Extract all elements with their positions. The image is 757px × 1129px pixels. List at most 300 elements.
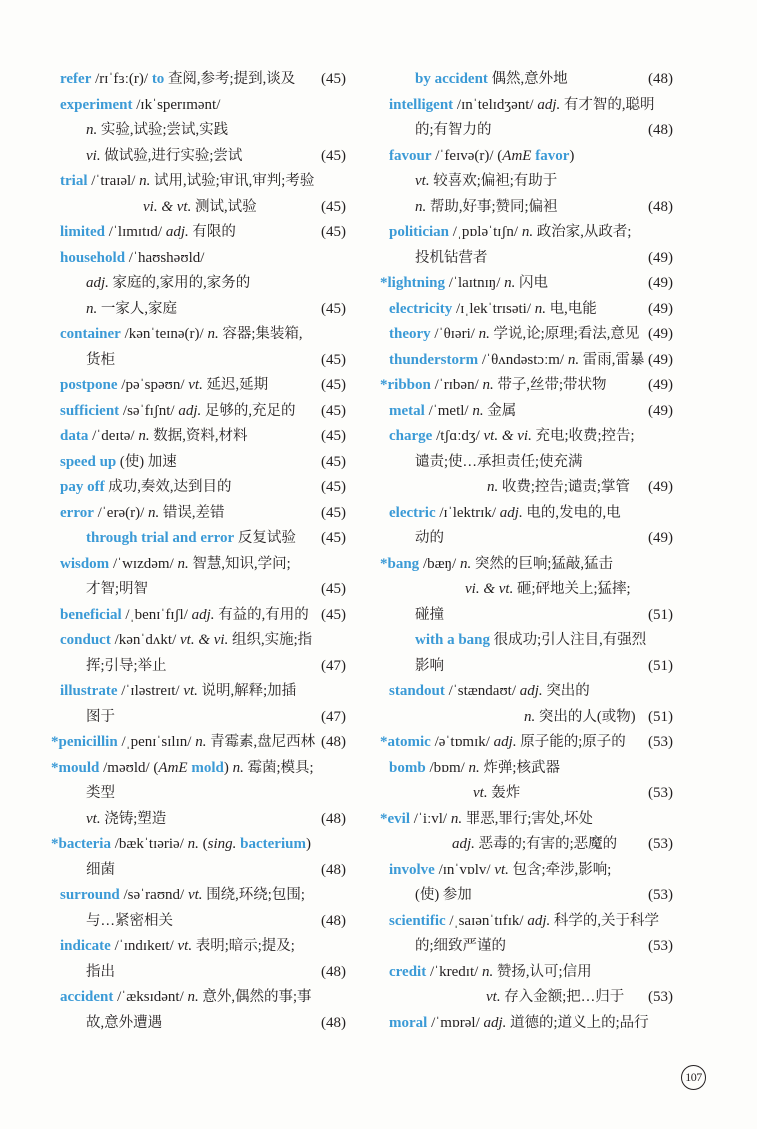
line-text (86, 349, 115, 371)
phonetic: /bæŋ/ (419, 555, 460, 572)
unit-page-reference: (45) (319, 68, 346, 90)
phonetic: /ˈhaʊshəʊld/ (125, 249, 205, 266)
unit-page-reference: (51) (646, 706, 673, 728)
headword: involve (389, 861, 435, 878)
headword: beneficial (60, 606, 122, 623)
unit-page-reference: (48) (319, 1012, 346, 1034)
unit-page-reference: (45) (319, 349, 346, 371)
entry-continuation-line (60, 145, 346, 167)
definition: 一家人,家庭 (97, 300, 177, 317)
part-of-speech: n. (187, 836, 199, 852)
definition: 充电;收费;控告; (531, 428, 635, 444)
part-of-speech: adj. (537, 96, 561, 113)
phonetic: /səˈraʊnd/ (119, 887, 188, 903)
unit-page-reference: (45) (319, 425, 346, 447)
unit-page-reference: (48) (319, 808, 346, 830)
definition: 有才智的,聪明 (560, 96, 655, 113)
entry-line (60, 221, 346, 243)
unit-page-reference: (48) (646, 68, 673, 90)
part-of-speech: AmE (158, 759, 188, 776)
part-of-speech: adj. (178, 402, 202, 419)
part-of-speech: n. (177, 555, 189, 572)
unit-page-reference: (48) (319, 731, 346, 753)
entry-continuation-line (389, 884, 673, 906)
definition: 突然的巨响;猛敲,猛击 (471, 555, 613, 572)
phonetic: /kənˈdʌkt/ (110, 632, 180, 648)
entry-continuation-line (60, 272, 346, 294)
phonetic: /ˈwɪzdəm/ (109, 555, 178, 572)
unit-page-reference: (45) (319, 451, 346, 473)
headword: *penicillin (51, 734, 118, 750)
definition: 带子,丝带;带状物 (493, 377, 607, 393)
headword: credit (389, 963, 427, 980)
line-text (389, 298, 597, 320)
entry-continuation-line (389, 476, 673, 498)
part-of-speech: n. (482, 377, 494, 393)
part-of-speech: vt. (177, 938, 193, 954)
phonetic: /ˌbenɪˈfɪʃl/ (121, 606, 192, 623)
definition: 帮助,好事;赞同;偏袒 (426, 198, 558, 215)
definition: 成功,奏效,达到目的 (104, 479, 232, 495)
phonetic: /kənˈteɪnə(r)/ (120, 326, 208, 342)
definition: 实验,试验;尝试,实践 (97, 122, 229, 138)
headword: electric (389, 504, 436, 521)
headword: trial (60, 173, 88, 189)
headword: bomb (389, 759, 426, 776)
definition: 投机钻营者 (415, 249, 488, 266)
unit-page-reference: (48) (646, 196, 673, 218)
line-text (415, 119, 492, 141)
entry-continuation-line (389, 986, 673, 1008)
entry-continuation-line (389, 604, 673, 626)
part-of-speech: adj. (483, 1014, 507, 1031)
part-of-speech: vt. (486, 989, 501, 1005)
part-of-speech: n. (478, 326, 490, 342)
part-of-speech: n. (482, 963, 494, 980)
unit-page-reference: (48) (646, 119, 673, 141)
entry-continuation-line (389, 578, 673, 600)
part-of-speech: adj. (191, 606, 215, 623)
definition: 谴责;使…承担责任;使充满 (415, 453, 583, 470)
definition: 炸弹;核武器 (479, 759, 560, 776)
line-text (389, 757, 560, 779)
definition: 组织,实施;指 (228, 632, 313, 648)
definition: 青霉素,盘尼西林 (206, 734, 316, 750)
unit-page-reference: (53) (646, 935, 673, 957)
line-text (389, 1012, 649, 1034)
line-text (389, 910, 659, 932)
entry-line (389, 961, 673, 983)
entry-continuation-line (389, 935, 673, 957)
line-text (51, 731, 315, 753)
phonetic: /ɪnˈtelɪdʒənt/ (453, 96, 538, 113)
definition: 的;细致严谨的 (415, 938, 507, 954)
unit-page-reference: (48) (319, 961, 346, 983)
entry-line (60, 604, 346, 626)
part-of-speech: n. (187, 989, 199, 1005)
definition: 数据,资料,材料 (149, 428, 248, 444)
entry-continuation-line (389, 451, 673, 473)
unit-page-reference: (45) (319, 527, 346, 549)
definition: 砸;砰地关上;猛摔; (513, 581, 631, 597)
part-of-speech: n. (195, 734, 207, 750)
entry-line (60, 247, 346, 269)
line-text (415, 884, 472, 906)
line-text (60, 935, 295, 957)
part-of-speech: vt. & vi. (180, 632, 229, 648)
unit-page-reference: (45) (319, 298, 346, 320)
part-of-speech: vt. & vi. (483, 428, 532, 444)
phonetic: /ˈæksɪdənt/ (113, 989, 188, 1005)
line-text (86, 119, 228, 141)
entry-line (389, 349, 673, 371)
entry-line (60, 451, 346, 473)
headword: *ribbon (380, 377, 431, 393)
entry-continuation-line (60, 859, 346, 881)
unit-page-reference: (51) (646, 655, 673, 677)
entry-line (380, 553, 673, 575)
entry-line (389, 1012, 673, 1034)
definition: 赞扬,认可;信用 (493, 963, 592, 980)
headword: data (60, 428, 89, 444)
line-text (389, 221, 631, 243)
entry-line (51, 757, 346, 779)
entry-line (51, 731, 346, 753)
definition: 影响 (415, 657, 444, 674)
definition: (使) 参加 (415, 887, 472, 903)
line-text (380, 731, 626, 753)
entry-continuation-line (60, 349, 346, 371)
part-of-speech: sing. (207, 836, 237, 852)
line-text (415, 527, 444, 549)
definition: 浇铸;塑造 (100, 810, 167, 827)
headword: experiment (60, 96, 133, 113)
headword: favour (389, 147, 432, 164)
unit-page-reference: (48) (319, 859, 346, 881)
line-text (380, 374, 607, 396)
headword: through trial and error (86, 530, 235, 546)
headword: surround (60, 887, 120, 903)
entry-line (60, 323, 346, 345)
line-text (86, 1012, 162, 1034)
definition: 意外,偶然的事;事 (198, 989, 312, 1005)
line-text (389, 94, 654, 116)
entry-continuation-line (389, 527, 673, 549)
line-text (86, 782, 115, 804)
line-text (86, 910, 173, 932)
phonetic: /məʊld/ ( (99, 759, 159, 776)
entry-line (389, 910, 673, 932)
headword: politician (389, 224, 450, 240)
line-text (86, 298, 177, 320)
line-text (60, 451, 177, 473)
part-of-speech: n. (415, 198, 427, 215)
definition: 闪电 (515, 275, 548, 291)
headword: standout (389, 683, 445, 699)
definition: 查阅,参考;提到,谈及 (164, 71, 296, 87)
definition: 偶然,意外地 (487, 71, 568, 87)
entry-continuation-line (389, 706, 673, 728)
headword: speed up (60, 453, 117, 470)
line-text (60, 323, 302, 345)
phonetic: /rɪˈfɜː(r)/ (91, 71, 152, 87)
definition: 做试验,进行实验;尝试 (100, 147, 243, 164)
line-text (487, 476, 630, 498)
headword: container (60, 326, 121, 342)
part-of-speech: vt. (187, 887, 203, 903)
entry-line (380, 731, 673, 753)
line-text (415, 247, 488, 269)
headword: accident (60, 989, 114, 1005)
line-text (60, 502, 225, 524)
headword: error (60, 504, 94, 521)
line-text (389, 859, 611, 881)
phonetic: /ɪkˈsperɪmənt/ (132, 96, 221, 113)
line-text (60, 94, 220, 116)
line-text (389, 145, 574, 167)
entry-continuation-line (60, 910, 346, 932)
definition: 反复试验 (234, 530, 296, 546)
phonetic: /ɪnˈvɒlv/ (434, 861, 495, 878)
phonetic: /ˈθʌndəstɔːm/ (478, 351, 568, 368)
line-text (465, 578, 631, 600)
definition: 学说,论;原理;看法,意见 (489, 326, 640, 342)
headword: to (151, 71, 165, 87)
line-text (60, 170, 314, 192)
entry-line (60, 680, 346, 702)
definition: 突出的 (542, 683, 590, 699)
unit-page-reference: (45) (319, 400, 346, 422)
headword: conduct (60, 632, 111, 648)
headword: wisdom (60, 555, 110, 572)
phonetic: ) (569, 147, 575, 164)
entry-continuation-line (60, 655, 346, 677)
part-of-speech: n. (459, 555, 472, 572)
headword: illustrate (60, 683, 118, 699)
headword: *lightning (380, 275, 446, 291)
entry-line (60, 170, 346, 192)
entry-line (389, 145, 673, 167)
definition: 较喜欢;偏袒;有助于 (429, 173, 558, 189)
part-of-speech: n. (504, 275, 516, 291)
entry-continuation-line (389, 119, 673, 141)
line-text (473, 782, 520, 804)
headword: moral (389, 1014, 428, 1031)
phonetic: /ˈmɒrəl/ (427, 1014, 484, 1031)
part-of-speech: adj. (527, 912, 551, 929)
entry-line (60, 374, 346, 396)
phonetic: /ˈtraɪəl/ (87, 173, 140, 189)
entry-line (389, 94, 673, 116)
definition: 图于 (86, 708, 115, 725)
unit-page-reference: (49) (646, 476, 673, 498)
unit-page-reference: (45) (319, 374, 346, 396)
headword: charge (389, 428, 433, 444)
definition: 指出 (86, 963, 115, 980)
definition: 道德的;道义上的;品行 (506, 1014, 649, 1031)
phonetic: /əˈtɒmɪk/ (430, 734, 494, 750)
definition: 轰炸 (487, 785, 521, 801)
definition: 家庭的,家用的,家务的 (108, 275, 251, 291)
part-of-speech: adj. (452, 836, 475, 852)
line-text (60, 553, 291, 575)
line-text (86, 706, 115, 728)
line-text (380, 272, 548, 294)
line-text (415, 604, 444, 626)
definition: 动的 (415, 530, 444, 546)
headword: theory (389, 326, 431, 342)
part-of-speech: vi. & vt. (465, 581, 514, 597)
headword: by accident (415, 71, 488, 87)
entry-line (389, 425, 673, 447)
entry-line (380, 272, 673, 294)
definition: 的;有智力的 (415, 122, 492, 138)
line-text (389, 502, 621, 524)
entry-line (389, 757, 673, 779)
line-text (86, 272, 250, 294)
entry-line (60, 476, 346, 498)
line-text (143, 196, 257, 218)
part-of-speech: adj. (86, 275, 109, 291)
entry-line (389, 323, 673, 345)
line-text (389, 680, 590, 702)
definition: 有益的,有用的 (214, 606, 309, 623)
line-text (415, 170, 557, 192)
phonetic: /ˈlaɪtnɪŋ/ (445, 275, 505, 291)
unit-page-reference: (45) (319, 145, 346, 167)
part-of-speech: AmE (502, 147, 532, 164)
definition: 恶毒的;有害的;恶魔的 (474, 836, 618, 852)
part-of-speech: vt. (415, 173, 430, 189)
unit-page-reference: (48) (319, 910, 346, 932)
headword: *evil (380, 810, 410, 827)
line-text (86, 578, 148, 600)
part-of-speech: vt. (183, 683, 198, 699)
entry-line (389, 221, 673, 243)
unit-page-reference: (53) (646, 884, 673, 906)
part-of-speech: adj. (499, 504, 523, 521)
definition: 测试,试验 (191, 198, 257, 215)
line-text (51, 757, 314, 779)
headword: metal (389, 402, 425, 419)
headword: postpone (60, 377, 118, 393)
entry-line (60, 935, 346, 957)
definition: 类型 (86, 785, 115, 801)
unit-page-reference: (53) (646, 833, 673, 855)
definition: 突出的人(或物) (535, 708, 636, 725)
definition: 智慧,知识,学问; (188, 555, 291, 572)
phonetic: /ˈmetl/ (424, 402, 473, 419)
headword: mold (191, 759, 224, 776)
line-text (524, 706, 636, 728)
part-of-speech: adj. (165, 224, 189, 240)
entry-continuation-line (60, 578, 346, 600)
headword: *bacteria (51, 836, 111, 852)
definition: 很成功;引人注目,有强烈 (490, 632, 647, 648)
line-text (60, 247, 204, 269)
phonetic: /bækˈtɪəriə/ (110, 836, 188, 852)
phonetic: /ˈɪndɪkeɪt/ (110, 938, 178, 954)
definition: 电,电能 (546, 300, 597, 317)
entry-line (60, 425, 346, 447)
headword: *mould (51, 759, 100, 776)
line-text (60, 884, 305, 906)
headword: household (60, 249, 126, 266)
part-of-speech: n. (468, 759, 480, 776)
line-text (60, 221, 236, 243)
line-text (380, 553, 613, 575)
headword: electricity (389, 300, 453, 317)
headword: intelligent (389, 96, 454, 113)
entry-continuation-line (60, 706, 346, 728)
definition: 原子能的;原子的 (516, 734, 626, 750)
phonetic: ( (198, 836, 208, 852)
line-text (415, 629, 646, 651)
right-column (380, 0, 673, 1129)
definition: 存入金额;把…归于 (500, 989, 625, 1005)
entry-line (60, 884, 346, 906)
part-of-speech: vt. (86, 810, 101, 827)
headword: *bang (380, 555, 420, 572)
phonetic: /ˈɪləstreɪt/ (117, 683, 184, 699)
line-text (415, 935, 506, 957)
part-of-speech: n. (232, 759, 244, 776)
definition: 容器;集装箱, (218, 326, 303, 342)
line-text (60, 425, 247, 447)
headword: indicate (60, 938, 111, 954)
entry-line (60, 553, 346, 575)
phonetic: /ˈstændaʊt/ (444, 683, 520, 699)
definition: 才智;明智 (86, 581, 149, 597)
entry-line (60, 94, 346, 116)
part-of-speech: vi. & vt. (143, 198, 192, 215)
definition: 罪恶,罪行;害处,坏处 (462, 810, 593, 827)
headword: refer (60, 71, 92, 87)
part-of-speech: vi. (86, 147, 101, 164)
phonetic: /ˈlɪmɪtɪd/ (105, 224, 166, 240)
left-column (51, 0, 346, 1129)
unit-page-reference: (49) (646, 349, 673, 371)
entry-continuation-line (389, 655, 673, 677)
unit-page-reference: (49) (646, 527, 673, 549)
entry-line (389, 859, 673, 881)
part-of-speech: n. (86, 300, 98, 317)
entry-line (51, 833, 346, 855)
definition: 与…紧密相关 (86, 912, 173, 929)
phonetic: /ˈerə(r)/ (93, 504, 149, 521)
unit-page-reference: (49) (646, 323, 673, 345)
entry-line (389, 298, 673, 320)
part-of-speech: vt. (494, 861, 509, 878)
entry-line (380, 808, 673, 830)
line-text (60, 476, 231, 498)
phrase-line (389, 629, 673, 651)
unit-page-reference: (47) (319, 655, 346, 677)
line-text (60, 374, 268, 396)
part-of-speech: n. (472, 402, 484, 419)
entry-continuation-line (389, 782, 673, 804)
definition: 挥;引导;举止 (86, 657, 167, 674)
phonetic: ) (223, 759, 233, 776)
headword: scientific (389, 912, 446, 929)
part-of-speech: n. (450, 810, 463, 827)
headword: pay off (60, 479, 105, 495)
unit-page-reference: (51) (646, 604, 673, 626)
headword: bacterium (240, 836, 306, 852)
entry-continuation-line (389, 247, 673, 269)
entry-continuation-line (389, 170, 673, 192)
definition: 延迟,延期 (202, 377, 269, 393)
